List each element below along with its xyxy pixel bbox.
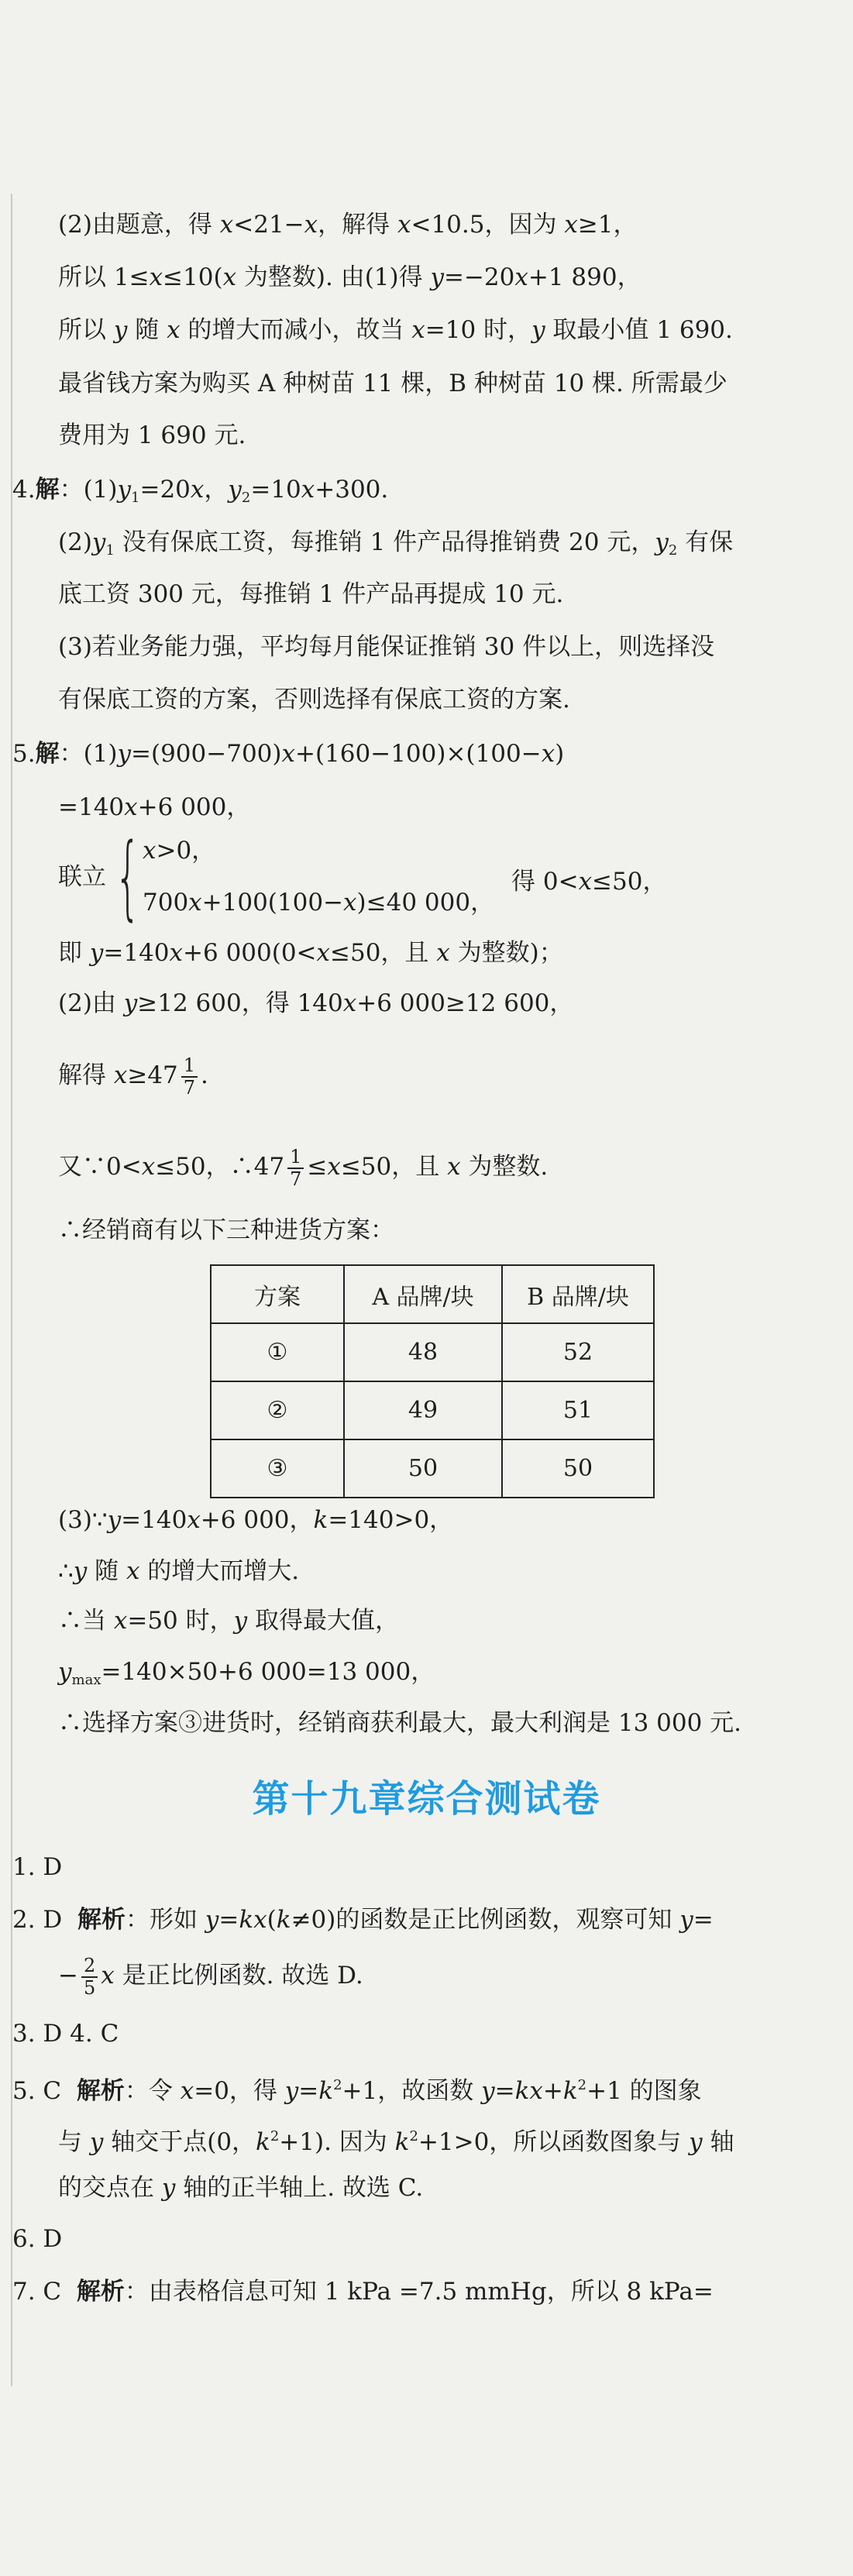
answer-5-line-1: 5. C 解析：令 x=0，得 $y=k^2+1$，故函数 $y=kx+k^2+1$ 的图象 — [12, 2077, 702, 2105]
q5-line-8: ∴经销商有以下三种进货方案： — [58, 1216, 394, 1244]
fraction-one-seventh: $\frac{1}{7}$ — [181, 1055, 198, 1099]
q5-line-2: =140x+6 000， — [58, 793, 251, 821]
answer-7-line-1: 7. C 解析：由表格信息可知 1 kPa =7.5 mmHg，所以 8 kPa= — [12, 2278, 714, 2306]
table-cell: 48 — [344, 1323, 502, 1381]
table-row — [211, 1381, 654, 1439]
table-cell: ③ — [211, 1439, 344, 1498]
q5-part3-line-3: ∴当 x=50 时，y 取得最大值， — [58, 1607, 399, 1635]
q5-line-5: (2)由 y≥12 600，得 140x+6 000≥12 600， — [58, 989, 574, 1017]
q5-system-eq-1: x>0， — [143, 837, 216, 865]
answer-1: 1. D — [12, 1853, 63, 1881]
answer-3-4: 3. D 4. C — [12, 2020, 119, 2048]
brace-symbol: { — [115, 823, 141, 930]
p1-line-4: 最省钱方案为购买 A 种树苗 11 棵，B 种树苗 10 棵. 所需最少 — [58, 370, 727, 397]
table-row — [211, 1439, 654, 1498]
p1-line-3: 所以 y 随 x 的增大而减小，故当 x=10 时，y 取最小值 1 690. — [58, 316, 733, 344]
fraction-one-seventh-2: $\frac{1}{7}$ — [287, 1147, 304, 1190]
q5-part3-line-2: ∴y 随 x 的增大而增大. — [58, 1557, 300, 1585]
table-cell: 50 — [502, 1439, 654, 1498]
table-cell: 49 — [344, 1381, 502, 1439]
q5-part3-line-1: (3)∵y=140x+6 000，k=140>0， — [58, 1506, 454, 1534]
table-header-cell: B 品牌/块 — [502, 1265, 654, 1323]
q4-line-3: 底工资 300 元，每推销 1 件产品再提成 10 元. — [58, 580, 564, 608]
table-row — [211, 1323, 654, 1381]
q4-line-4: (3)若业务能力强，平均每月能保证推销 30 件以上，则选择没 — [58, 633, 715, 661]
q5-system-label: 联立 — [58, 863, 106, 891]
p1-line-2: 所以 1≤x≤10(x 为整数). 由(1)得 y=−20x+1 890， — [58, 263, 641, 291]
table-cell: 51 — [502, 1381, 654, 1439]
p1-line-5: 费用为 1 690 元. — [58, 421, 246, 449]
answer-5-line-3: 的交点在 y 轴的正半轴上. 故选 C. — [58, 2174, 424, 2202]
table-header-cell: 方案 — [211, 1265, 344, 1323]
table-cell: ② — [211, 1381, 344, 1439]
table-cell: ① — [211, 1323, 344, 1381]
table-cell: 52 — [502, 1323, 654, 1381]
q5-part3-line-5: ∴选择方案③进货时，经销商获利最大，最大利润是 13 000 元. — [58, 1709, 742, 1737]
table-header-cell: A 品牌/块 — [344, 1265, 502, 1323]
q4-line-2: $(2)y_1$ 没有保底工资，每推销 1 件产品得推销费 20 元，$y_2$ 有保 — [58, 528, 734, 559]
p1-line-1: (2)由题意，得 x<21−x，解得 x<10.5，因为 x≥1， — [58, 211, 638, 239]
answer-2-line-1: 2. D 解析：形如 y=kx(k≠0)的函数是正比例函数，观察可知 y= — [12, 1906, 714, 1934]
fraction-two-fifths: $\frac{2}{5}$ — [81, 1955, 98, 1999]
answer-6: 6. D — [12, 2225, 63, 2253]
q5-line-7: 又∵0<x≤50，∴47 $\frac{1}{7}$ ≤x≤50，且 x 为整数. — [58, 1145, 549, 1190]
answer-2-line-2: − $\frac{2}{5}$ x 是正比例函数. 故选 D. — [58, 1954, 363, 1999]
table-header-row — [211, 1265, 654, 1323]
chapter-title: 第十九章综合测试卷 — [252, 1777, 601, 1821]
answer-5-line-2: 与 y 轴交于点(0，$k^2+1$). 因为 $k^2+1>0$，所以函数图象与 y 轴 — [58, 2128, 734, 2156]
purchase-plans-table — [210, 1264, 655, 1498]
q5-part3-line-4: $y_{max}=140\times 50+6$ 000=13 000， — [58, 1658, 435, 1688]
q4-line-5: 有保底工资的方案，否则选择有保底工资的方案. — [58, 686, 570, 714]
q4-line-1: 4.解：$(1)y_1=20x$，$y_2=10x+300$. — [12, 476, 389, 506]
q5-line-4: 即 y=140x+6 000(0<x≤50，且 x 为整数)； — [58, 939, 563, 967]
table-cell: 50 — [344, 1439, 502, 1498]
q5-line-1: 5.解：(1)y=(900−700)x+(160−100)×(100−x) — [12, 740, 565, 768]
q5-system-eq-2: 700x+100(100−x)≤40 000， — [143, 889, 495, 917]
margin-rule — [11, 194, 12, 2386]
q5-line-6: 解得 x≥47 $\frac{1}{7}$ . — [58, 1054, 208, 1099]
q5-system-result: 得 0<x≤50， — [511, 868, 667, 896]
